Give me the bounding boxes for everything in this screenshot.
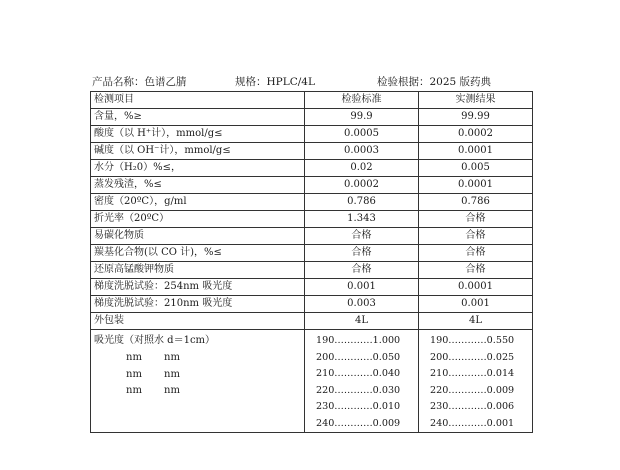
cell-result: 0.786 [419,194,533,211]
table-row [91,228,533,245]
cell-item: 含量，%≥ [91,109,305,126]
cell-standard: 0.001 [305,279,419,296]
absorbance-item [91,330,305,433]
absorbance-standard-value: 200…………0.050 [316,351,401,363]
cell-item: 梯度洗脱试验：210nm 吸光度 [91,296,305,313]
nm-unit: nm [126,385,142,396]
table-row [91,160,533,177]
cell-item: 易碳化物质 [91,228,305,245]
absorbance-result-value: 210…………0.014 [430,368,515,379]
cell-item: 羰基化合物(以 CO 计)，%≤ [91,245,305,262]
cell-standard: 1.343 [305,211,419,228]
absorbance-row [91,330,533,433]
absorbance-standard-value: 190…………1.000 [316,335,401,346]
column-header-item: 检测项目 [91,92,305,109]
cell-result: 0.001 [419,296,533,313]
table-row [91,296,533,313]
nm-line [94,367,301,384]
cell-result: 合格 [419,262,533,279]
cell-result: 0.0001 [419,143,533,160]
nm-unit: nm [164,352,180,363]
cell-result: 4L [419,313,533,330]
nm-unit: nm [126,368,142,380]
table-row [91,211,533,228]
cell-result: 合格 [419,211,533,228]
absorbance-label: 吸光度（对照水 d＝1cm） [94,335,216,346]
cell-result: 0.0001 [419,279,533,296]
nm-unit: nm [164,368,180,380]
cell-standard: 0.02 [305,160,419,177]
nm-unit: nm [164,385,180,396]
cell-standard: 合格 [305,228,419,245]
column-header-standard: 检验标准 [305,92,419,109]
nm-line [94,350,301,367]
absorbance-standard-value: 240…………0.009 [316,417,401,429]
document-header [92,74,532,90]
absorbance-result-value: 200…………0.025 [430,351,515,363]
cell-result: 合格 [419,228,533,245]
table-row [91,194,533,211]
cell-standard: 0.0005 [305,126,419,143]
absorbance-result-value: 190…………0.550 [430,335,515,346]
absorbance-standard [305,330,419,433]
inspection-basis: 检验根据：2025 版药典 [377,76,492,88]
absorbance-standard-value: 210…………0.040 [316,368,401,379]
table-row [91,109,533,126]
cell-standard: 99.9 [305,109,419,126]
table-row [91,313,533,330]
cell-item: 外包装 [91,313,305,330]
nm-line [94,383,301,400]
cell-result: 0.0001 [419,177,533,194]
product-name: 产品名称：色谱乙腈 [92,76,187,88]
table-row [91,245,533,262]
table-header-row [91,92,533,109]
absorbance-result-list [422,332,529,432]
cell-result: 99.99 [419,109,533,126]
cell-result: 0.0002 [419,126,533,143]
cell-result: 合格 [419,245,533,262]
table-row [91,262,533,279]
cell-standard: 合格 [305,245,419,262]
table-row [91,177,533,194]
product-spec: 规格：HPLC/4L [235,76,315,88]
cell-standard: 0.786 [305,194,419,211]
table-row [91,143,533,160]
absorbance-standard-list [308,332,415,432]
cell-item: 还原高锰酸钾物质 [91,262,305,279]
cell-item: 酸度（以 H⁺计），mmol/g≤ [91,126,305,143]
cell-item: 密度（20ºC），g/ml [91,194,305,211]
nm-unit: nm [126,352,142,363]
inspection-table [90,91,533,433]
cell-standard: 4L [305,313,419,330]
table-row [91,279,533,296]
absorbance-result-value: 240…………0.001 [430,417,515,429]
cell-standard: 合格 [305,262,419,279]
cell-item: 水分（H₂0）%≤， [91,160,305,177]
cell-standard: 0.0003 [305,143,419,160]
absorbance-result-value: 230…………0.006 [430,401,515,412]
table-row [91,126,533,143]
absorbance-result [419,330,533,433]
absorbance-standard-value: 230…………0.010 [316,401,401,412]
cell-result: 0.005 [419,160,533,177]
cell-standard: 0.0002 [305,177,419,194]
cell-item: 梯度洗脱试验：254nm 吸光度 [91,279,305,296]
cell-item: 蒸发残渣，%≤ [91,177,305,194]
column-header-result: 实测结果 [419,92,533,109]
absorbance-result-value: 220…………0.009 [430,384,515,396]
absorbance-standard-value: 220…………0.030 [316,384,401,396]
cell-standard: 0.003 [305,296,419,313]
cell-item: 折光率（20ºC） [91,211,305,228]
cell-item: 碱度（以 OH⁻计），mmol/g≤ [91,143,305,160]
